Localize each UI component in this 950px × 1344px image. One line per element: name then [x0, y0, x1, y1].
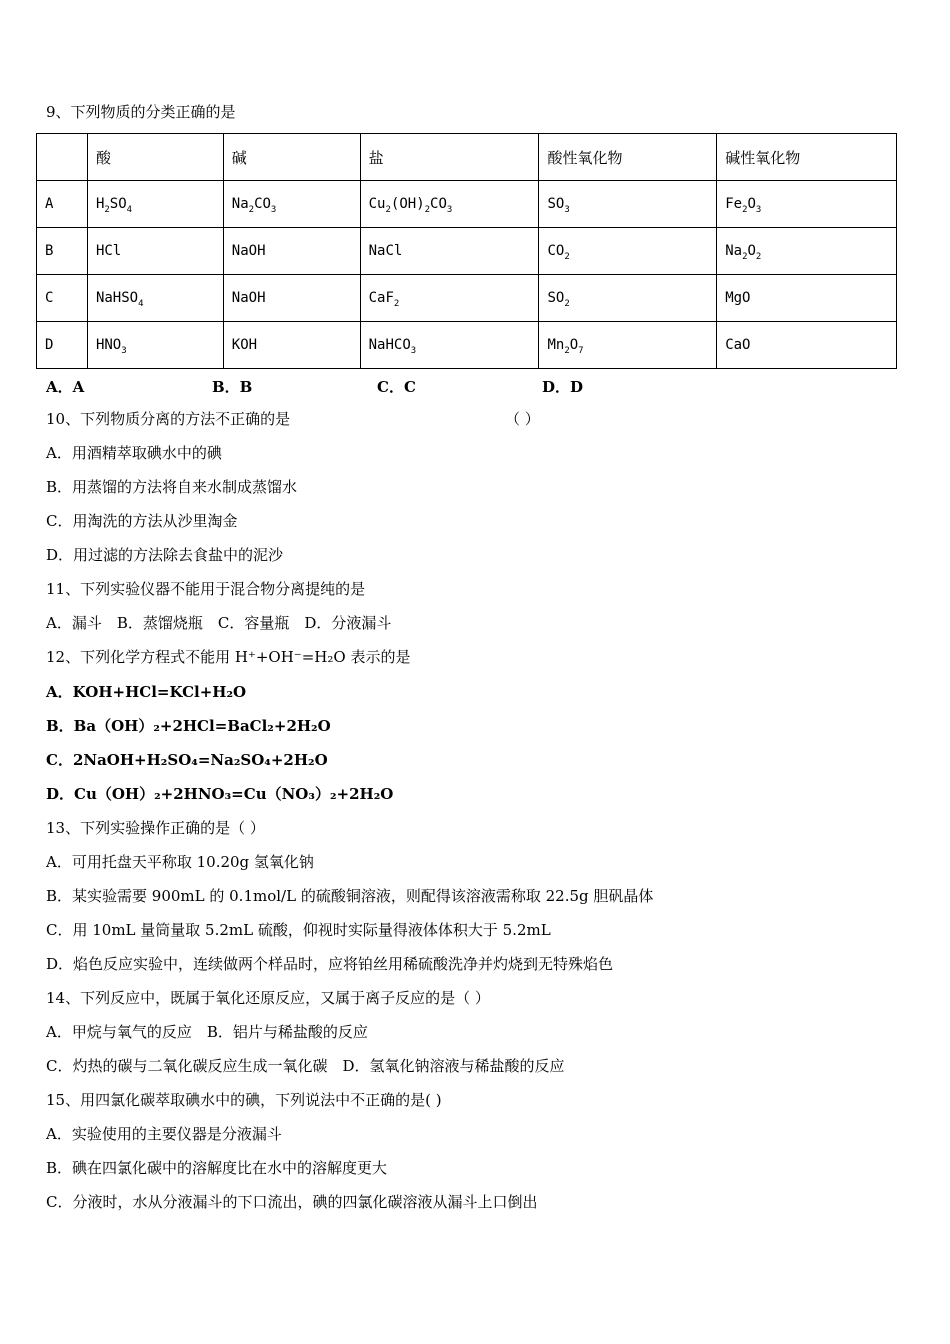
q13-option-c: C．用 10mL 量筒量取 5.2mL 硫酸，仰视时实际量得液体体积大于 5.2mL — [46, 921, 551, 939]
q12-option-d: D．Cu（OH）₂+2HNO₃=Cu（NO₃）₂+2H₂O — [46, 785, 394, 803]
table-cell: D — [37, 322, 88, 369]
q9-answer-a: A．A — [46, 378, 85, 396]
q12-option-b: B．Ba（OH）₂+2HCl=BaCl₂+2H₂O — [46, 717, 331, 735]
table-cell: $SO_3$ — [539, 181, 717, 228]
q13-option-b: B．某实验需要 900mL 的 0.1mol/L 的硫酸铜溶液，则配得该溶液需称取 22.5g 胆矾晶体 — [46, 887, 654, 905]
table-cell: $SO_2$ — [539, 275, 717, 322]
q15-option-a: A．实验使用的主要仪器是分液漏斗 — [46, 1125, 282, 1143]
table-header-cell: 碱 — [223, 134, 360, 181]
question-10-paren: （ ） — [505, 410, 540, 428]
question-12-title: 12、下列化学方程式不能用 H⁺+OH⁻=H₂O 表示的是 — [46, 648, 411, 666]
table-cell: C — [37, 275, 88, 322]
table-cell: MgO — [717, 275, 897, 322]
table-cell: NaHSO$_4$ — [87, 275, 223, 322]
q11-options: A．漏斗 B．蒸馏烧瓶 C．容量瓶 D．分液漏斗 — [46, 614, 392, 632]
table-header-cell — [37, 134, 88, 181]
q14-options-ab: A．甲烷与氧气的反应 B．铝片与稀盐酸的反应 — [46, 1023, 368, 1041]
q10-option-d: D．用过滤的方法除去食盐中的泥沙 — [46, 546, 284, 564]
question-14-title: 14、下列反应中，既属于氧化还原反应，又属于离子反应的是（ ） — [46, 989, 490, 1007]
table-header-cell: 酸 — [87, 134, 223, 181]
table-row — [37, 228, 897, 275]
question-15-title: 15、用四氯化碳萃取碘水中的碘，下列说法中不正确的是( ) — [46, 1091, 442, 1109]
question-13-title: 13、下列实验操作正确的是（ ） — [46, 819, 265, 837]
q9-answer-d: D．D — [542, 378, 584, 396]
q15-option-b: B．碘在四氯化碳中的溶解度比在水中的溶解度更大 — [46, 1159, 388, 1177]
table-row — [37, 275, 897, 322]
question-11-title: 11、下列实验仪器不能用于混合物分离提纯的是 — [46, 580, 366, 598]
table-cell: HCl — [87, 228, 223, 275]
table-cell: $Cu_2(OH)_2CO_3$ — [360, 181, 539, 228]
table-cell: NaOH — [223, 275, 360, 322]
q12-option-a: A．KOH+HCl=KCl+H₂O — [46, 683, 247, 701]
table-cell: NaOH — [223, 228, 360, 275]
table-cell: $HNO_3$ — [87, 322, 223, 369]
q10-option-c: C．用淘洗的方法从沙里淘金 — [46, 512, 238, 530]
q9-answer-b: B．B — [212, 378, 253, 396]
q15-option-c: C．分液时，水从分液漏斗的下口流出，碘的四氯化碳溶液从漏斗上口倒出 — [46, 1193, 538, 1211]
table-cell: $Na_2O_2$ — [717, 228, 897, 275]
q13-option-a: A．可用托盘天平称取 10.20g 氢氧化钠 — [46, 853, 314, 871]
table-header-cell: 酸性氧化物 — [539, 134, 717, 181]
table-cell: A — [37, 181, 88, 228]
table-cell: NaCl — [360, 228, 539, 275]
q12-option-c: C．2NaOH+H₂SO₄=Na₂SO₄+2H₂O — [46, 751, 328, 769]
question-10-title: 10、下列物质分离的方法不正确的是 — [46, 410, 291, 428]
table-cell: B — [37, 228, 88, 275]
q10-option-b: B．用蒸馏的方法将自来水制成蒸馏水 — [46, 478, 298, 496]
q10-option-a: A．用酒精萃取碘水中的碘 — [46, 444, 222, 462]
table-cell: KOH — [223, 322, 360, 369]
q14-options-cd: C．灼热的碳与二氧化碳反应生成一氧化碳 D．氢氧化钠溶液与稀盐酸的反应 — [46, 1057, 565, 1075]
table-header-cell: 盐 — [360, 134, 539, 181]
table-cell: $Na_2CO_3$ — [223, 181, 360, 228]
q13-option-d: D．焰色反应实验中，连续做两个样品时，应将铂丝用稀硫酸洗净并灼烧到无特殊焰色 — [46, 955, 614, 973]
table-header-row — [37, 134, 897, 181]
table-cell: CaF$_2$ — [360, 275, 539, 322]
q9-answer-c: C．C — [377, 378, 416, 396]
table-cell: $CO_2$ — [539, 228, 717, 275]
table-cell: $H_2SO_4$ — [87, 181, 223, 228]
question-9-title: 9、下列物质的分类正确的是 — [46, 103, 236, 121]
table-cell: CaO — [717, 322, 897, 369]
table-header-cell: 碱性氧化物 — [717, 134, 897, 181]
classification-table — [36, 133, 897, 369]
table-row — [37, 322, 897, 369]
table-row — [37, 181, 897, 228]
table-cell: $Fe_2O_3$ — [717, 181, 897, 228]
table-cell: NaHCO$_3$ — [360, 322, 539, 369]
table-cell: $Mn_2O_7$ — [539, 322, 717, 369]
